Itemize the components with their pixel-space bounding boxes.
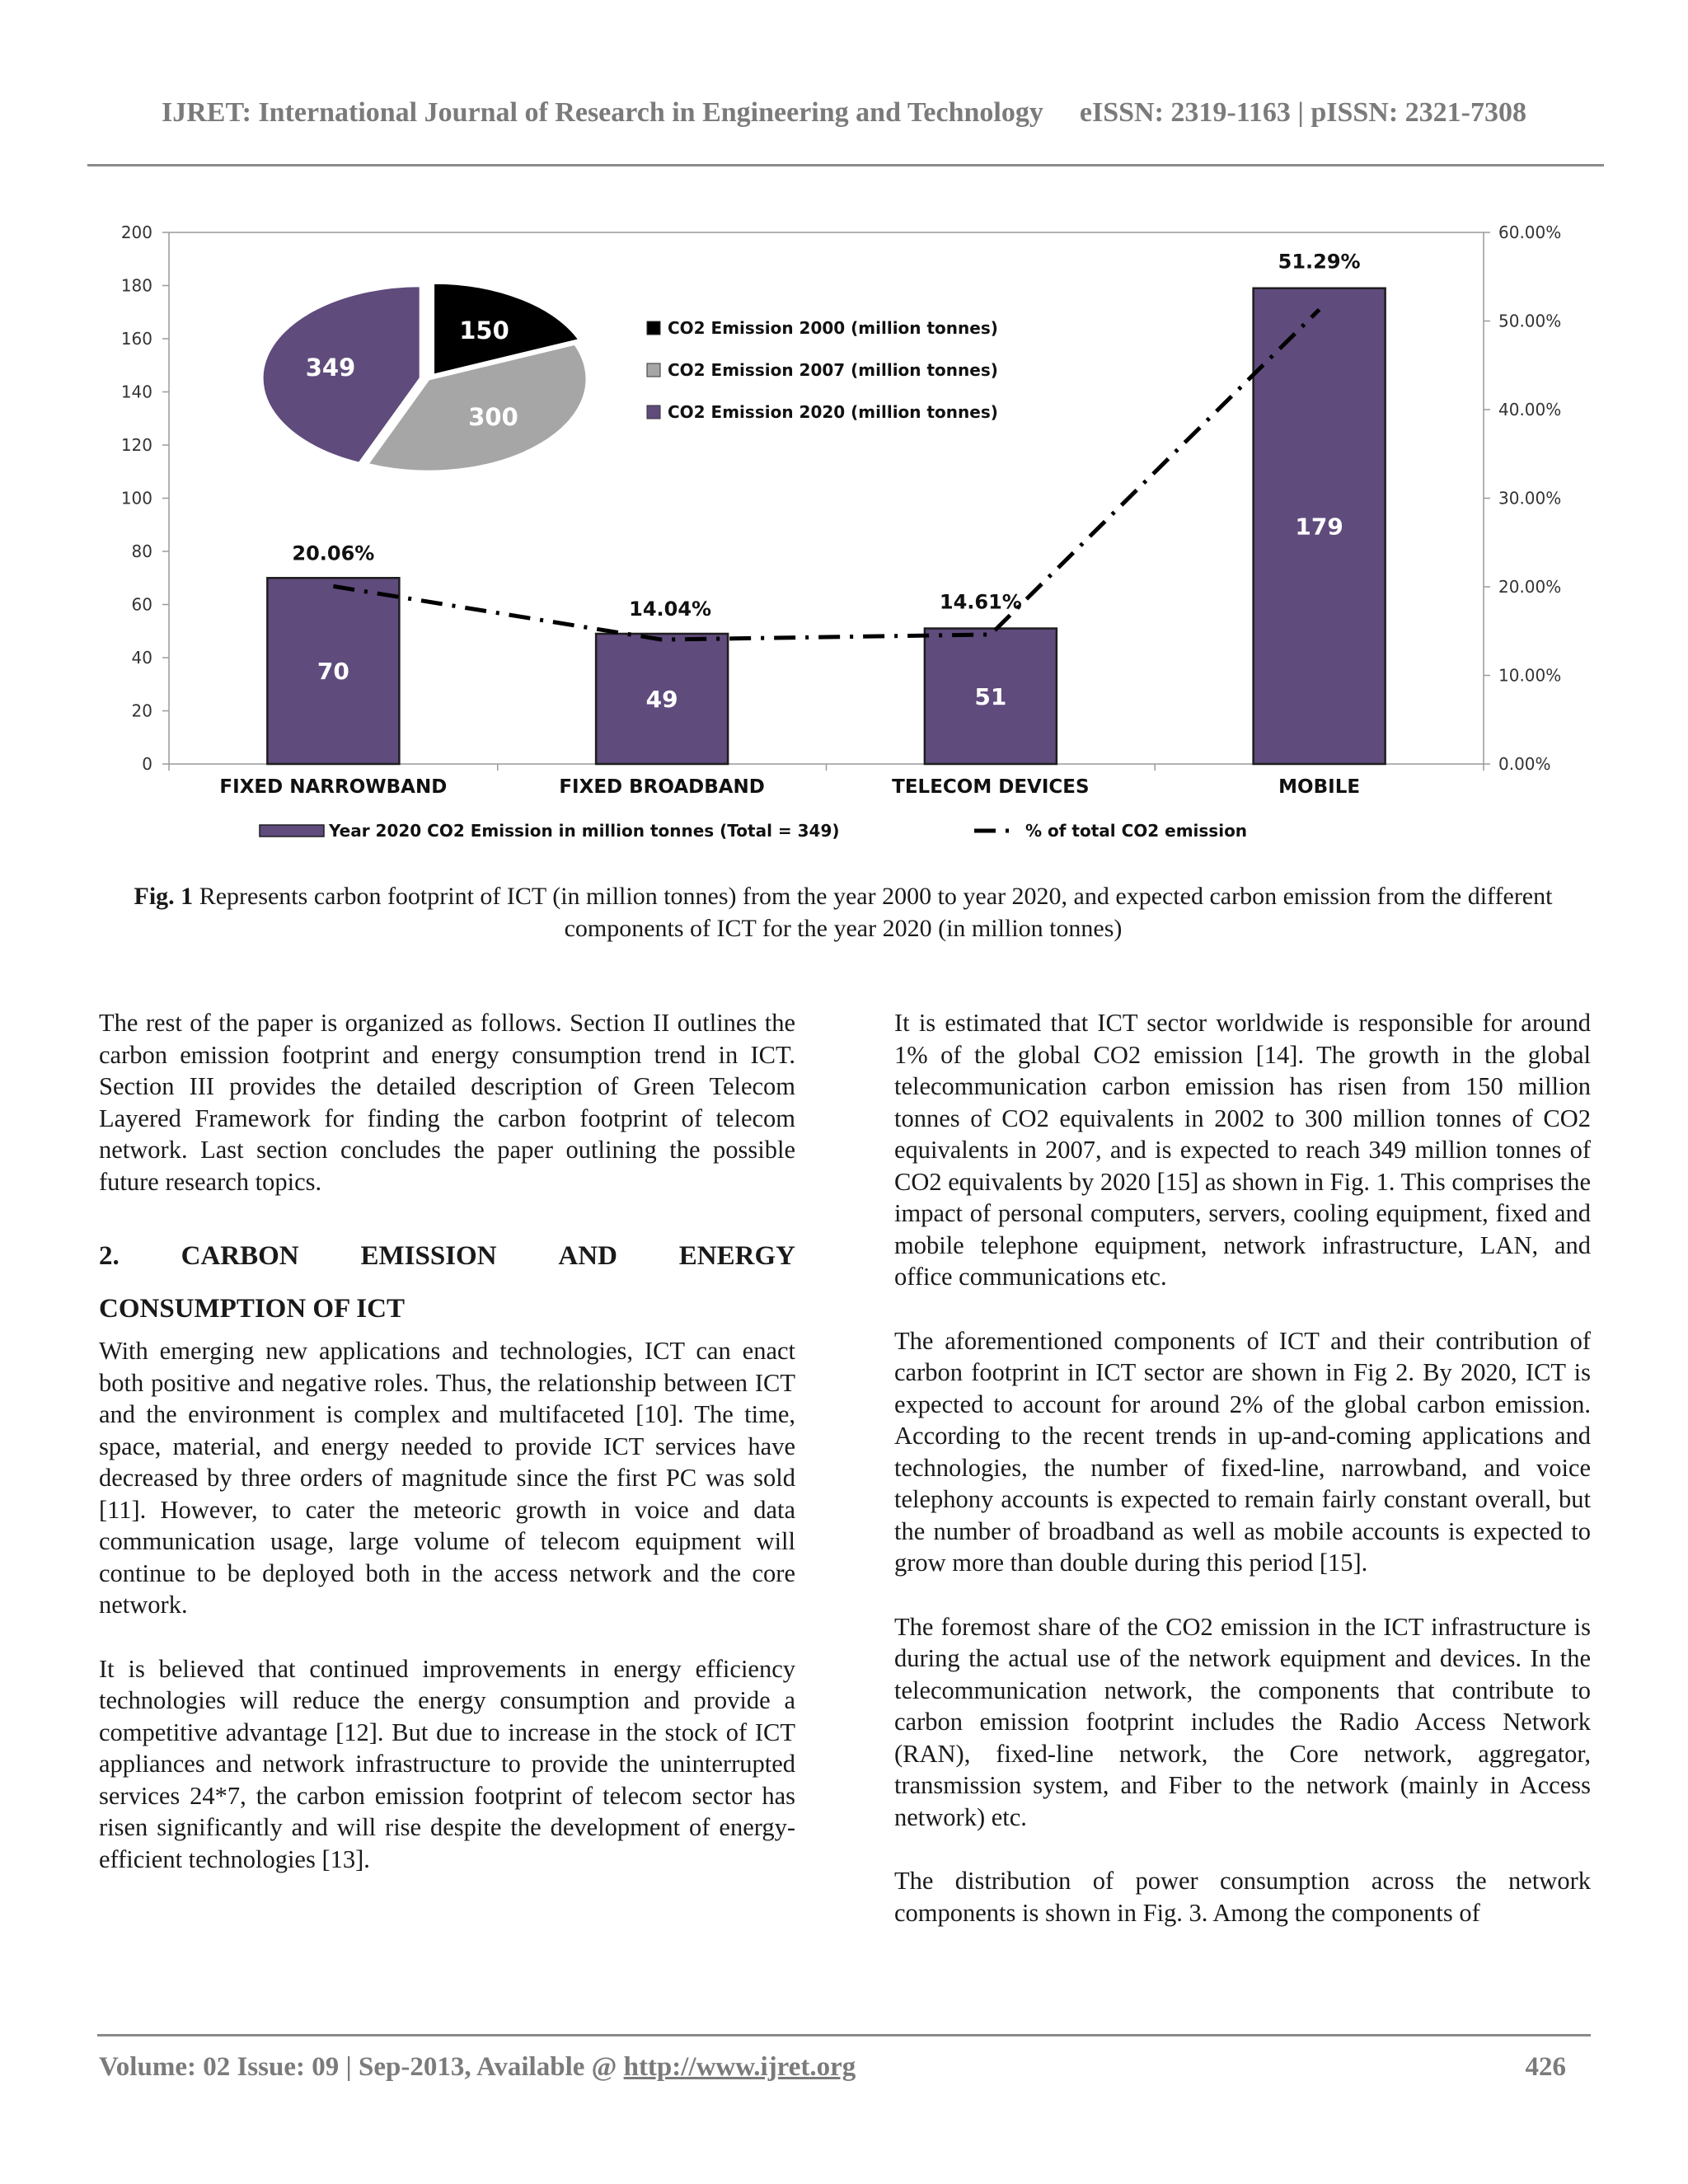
figure-caption-text: Represents carbon footprint of ICT (in million tonnes) from the year 2000 to year 2020, and expected carbon emission from the different components of ICT for the year 2020 (in million tonnes) [193, 883, 1553, 942]
paragraph: With emerging new applications and technologies, ICT can enact both positive and negative roles. Thus, the relationship between ICT and the environment is complex and multifaceted [10]. The time, space, material, and energy needed to provide ICT services have decreased by three orders of magnitude since the first PC was sold [11]. However, to cater the meteoric growth in voice and data communication usage, large volume of telecom equipment will continue to be deployed both in the access network and the core network. [99, 1337, 795, 1619]
paragraph: The aforementioned components of ICT and their contribution of carbon footprint in ICT sector are shown in Fig 2. By 2020, ICT is expected to account for around 2% of the global carbon emission. According to the recent trends in up-and-coming applications and technologies, the number of fixed-line, narrowband, and voice telephony accounts is expected to remain fairly constant overall, but the number of broadband as well as mobile accounts is expected to grow more than double during this period [15]. [894, 1326, 1591, 1577]
figure-caption [97, 880, 1589, 944]
percent-data-label: 14.61% [939, 590, 1022, 614]
footer-volume: Volume: 02 Issue: 09 | Sep-2013, Available @ [99, 2052, 624, 2082]
legend-line-label: % of total CO2 emission [1025, 821, 1248, 841]
y-left-tick-label: 40 [131, 648, 152, 668]
heading-word: AND [558, 1241, 617, 1271]
journal-header [0, 97, 1688, 129]
bar-value-label: 49 [645, 685, 678, 713]
pie-legend-swatch [647, 405, 660, 419]
y-left-tick-label: 200 [120, 223, 152, 242]
page-number: 426 [1525, 2052, 1566, 2082]
page-footer [99, 2052, 1566, 2083]
y-right-tick-label: 50.00% [1498, 311, 1562, 331]
paragraph: The rest of the paper is organized as follows. Section II outlines the carbon emission footprint and energy consumption trend in ICT. Section III provides the detailed description of Green Telecom Layered Framework for finding the carbon footprint of telecom network. Last section concludes the paper outlining the possible future research topics. [99, 1009, 795, 1196]
y-right-tick-label: 10.00% [1498, 665, 1562, 686]
paragraph: It is estimated that ICT sector worldwide is responsible for around 1% of the global CO2 emission [14]. The growth in the global telecommunication carbon emission has risen from 150 million tonnes of CO2 equivalents in 2002 to 300 million tonnes of CO2 equivalents in 2007, and is expected to reach 349 million tonnes of CO2 equivalents by 2020 [15] as shown in Fig. 1. This comprises the impact of personal computers, servers, cooling equipment, fixed and mobile telephone equipment, network infrastructure, LAN, and office communications etc. [894, 1009, 1591, 1291]
pie-legend-label: CO2 Emission 2020 (million tonnes) [668, 402, 998, 422]
y-right-tick-label: 20.00% [1498, 577, 1562, 597]
legend-bar-label: Year 2020 CO2 Emission in million tonnes (Total = 349) [329, 821, 840, 841]
y-left-tick-label: 0 [142, 754, 152, 774]
pie-legend-swatch [647, 363, 660, 377]
chart-bottom-legend [260, 821, 1247, 841]
legend-bar-swatch [260, 825, 324, 837]
journal-title: IJRET: International Journal of Research in Engineering and Technology [162, 97, 1043, 128]
heading-word: CARBON [181, 1241, 299, 1271]
section-heading [99, 1230, 795, 1335]
bar-value-label: 70 [316, 658, 349, 686]
x-category-label: MOBILE [1278, 776, 1361, 798]
y-left-tick-label: 160 [120, 329, 152, 349]
left-column [99, 1007, 795, 1907]
pie-slice-label: 150 [459, 316, 509, 345]
y-left-tick-label: 60 [131, 594, 152, 615]
figure-label: Fig. 1 [134, 883, 194, 910]
percent-data-label: 14.04% [629, 597, 712, 621]
footer-rule [97, 2034, 1591, 2036]
header-rule [87, 164, 1604, 166]
percent-data-label: 51.29% [1278, 250, 1361, 274]
pie-slice-label: 349 [305, 354, 356, 382]
y-left-tick-label: 80 [131, 541, 152, 561]
figure-1-chart [91, 206, 1632, 857]
section-heading-line2: CONSUMPTION OF ICT [99, 1294, 405, 1324]
y-left-tick-label: 120 [120, 435, 152, 455]
y-left-tick-label: 180 [120, 275, 152, 296]
paragraph: The foremost share of the CO2 emission in the ICT infrastructure is during the actual use of the network equipment and devices. In the telecommunication network, the components that contribute to carbon emission footprint includes the Radio Access Network (RAN), fixed-line network, the Core network, aggregator, transmission system, and Fiber to the network (mainly in Access network) etc. [894, 1612, 1591, 1831]
bar-value-label: 51 [974, 682, 1007, 710]
paragraph: The distribution of power consumption across the network components is shown in Fig. 3. Among the components of [894, 1867, 1591, 1927]
y-right-tick-label: 40.00% [1498, 400, 1562, 419]
y-right-tick-label: 0.00% [1498, 754, 1551, 774]
y-left-tick-label: 100 [120, 488, 152, 509]
pie-legend-label: CO2 Emission 2000 (million tonnes) [668, 318, 998, 338]
pie-legend [647, 318, 998, 422]
bar-value-label: 179 [1295, 513, 1343, 541]
pie-legend-label: CO2 Emission 2007 (million tonnes) [668, 360, 998, 380]
y-right-tick-label: 30.00% [1498, 488, 1562, 509]
pie-legend-swatch [647, 321, 660, 335]
paragraph: It is believed that continued improvements in energy efficiency technologies will reduce the energy consumption and provide a competitive advantage [12]. But due to increase in the stock of ICT appliances and network infrastructure to provide the uninterrupted services 24*7, the carbon emission footprint of telecom sector has risen significantly and will rise despite the development of energy-efficient technologies [13]. [99, 1654, 795, 1873]
percent-data-label: 20.06% [292, 541, 375, 565]
right-column [894, 1007, 1591, 1961]
heading-word: EMISSION [360, 1241, 497, 1271]
y-right-tick-label: 60.00% [1498, 223, 1562, 242]
inset-pie-chart [262, 283, 587, 471]
y-left-tick-label: 20 [131, 701, 152, 721]
x-category-label: FIXED BROADBAND [559, 776, 765, 798]
heading-word: ENERGY [678, 1241, 795, 1271]
x-category-label: FIXED NARROWBAND [219, 776, 448, 798]
journal-issn: eISSN: 2319-1163 | pISSN: 2321-7308 [1079, 97, 1526, 128]
x-category-label: TELECOM DEVICES [892, 776, 1090, 798]
section-number: 2. [99, 1241, 120, 1271]
footer-link[interactable]: http://www.ijret.org [623, 2052, 856, 2082]
pie-slice-label: 300 [468, 403, 518, 432]
y-left-tick-label: 140 [120, 382, 152, 402]
